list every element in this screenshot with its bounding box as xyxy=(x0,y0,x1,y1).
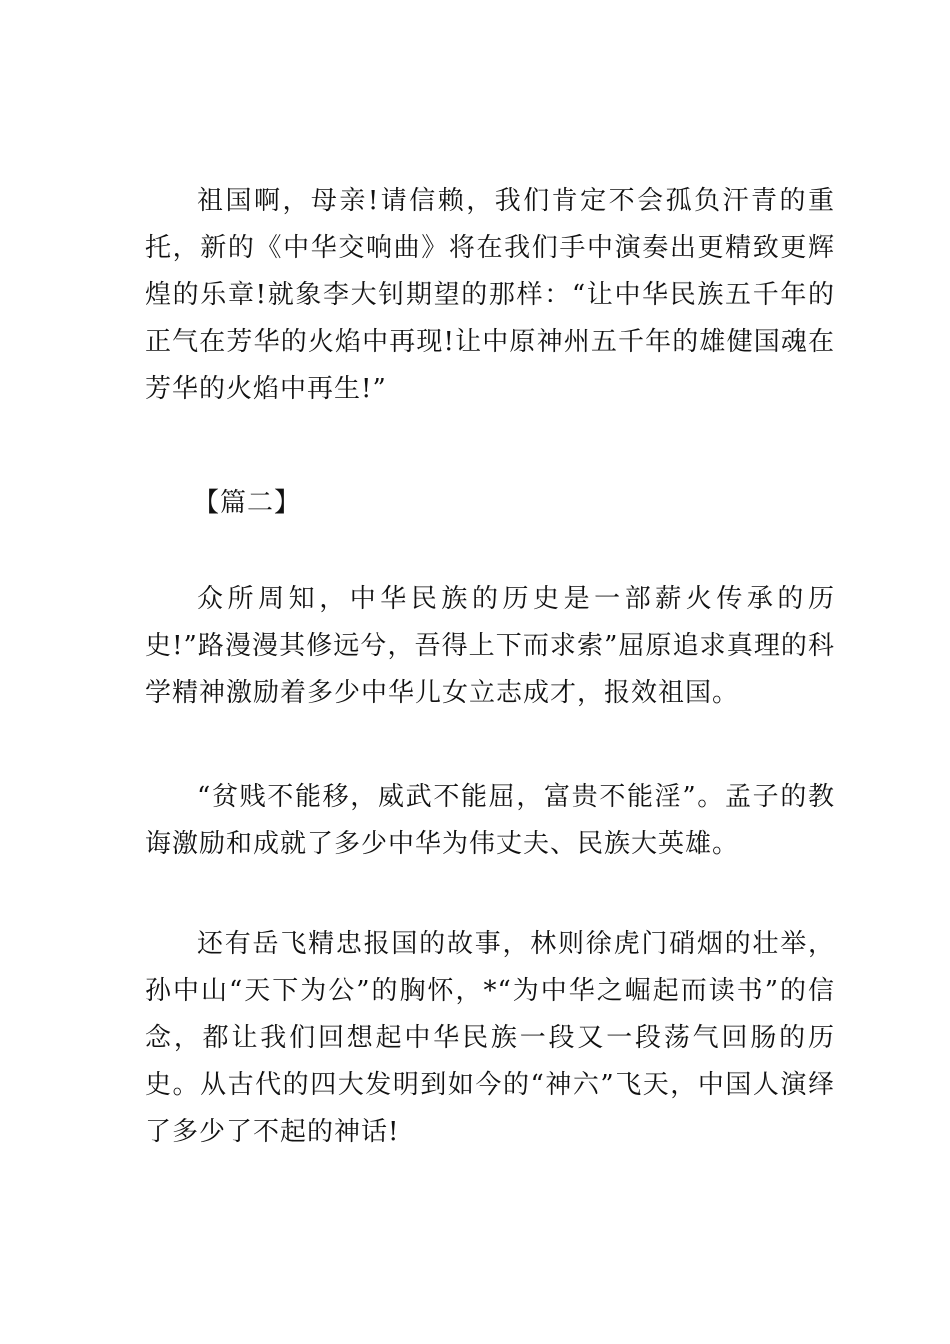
section-heading: 【篇二】 xyxy=(193,488,302,518)
paragraph-3: “贫贱不能移，威武不能屈，富贵不能淫”。孟子的教诲激励和成就了多少中华为伟丈夫、民族大英雄。 xyxy=(145,782,835,859)
paragraph-1: 祖国啊，母亲!请信赖，我们肯定不会孤负汗青的重托，新的《中华交响曲》将在我们手中演奏出更精致更辉煌的乐章!就象李大钊期望的那样：“让中华民族五千年的正气在芳华的火焰中再现!让中原神州五千年的雄健国魂在芳华的火焰中再生!” xyxy=(145,186,835,404)
paragraph-2: 众所周知，中华民族的历史是一部薪火传承的历史!”路漫漫其修远兮，吾得上下而求索”屈原追求真理的科学精神激励着多少中华儿女立志成才，报效祖国。 xyxy=(145,584,835,708)
paragraph-4: 还有岳飞精忠报国的故事，林则徐虎门硝烟的壮举，孙中山“天下为公”的胸怀，*“为中华之崛起而读书”的信念，都让我们回想起中华民族一段又一段荡气回肠的历史。从古代的四大发明到如今的“神六”飞天，中国人演绎了多少了不起的神话! xyxy=(145,929,835,1147)
